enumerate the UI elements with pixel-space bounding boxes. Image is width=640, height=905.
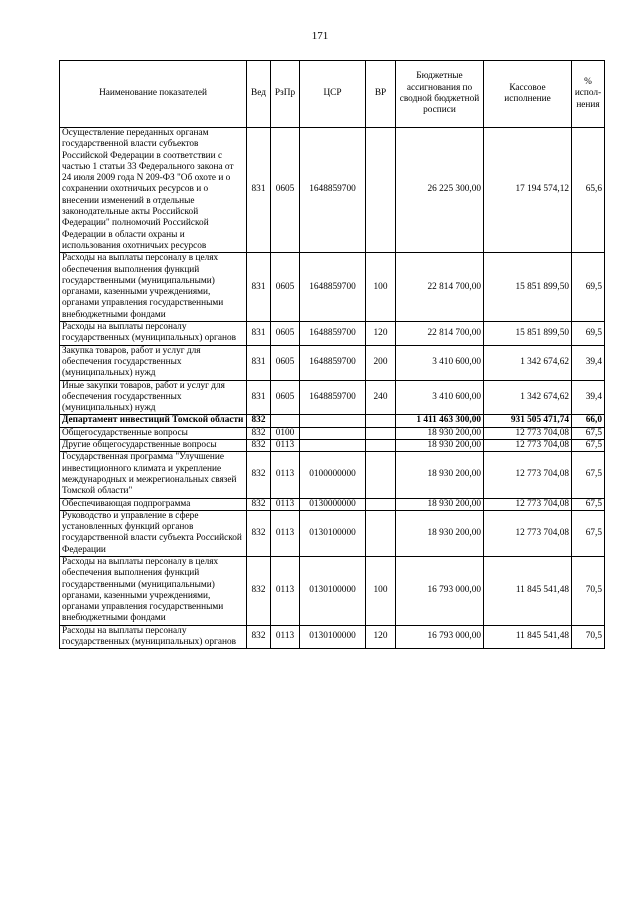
row-percent: 67,5 <box>572 452 605 498</box>
header-budget: Бюджетные ассигнования по сводной бюджетной росписи <box>396 61 484 128</box>
row-ved: 831 <box>247 128 271 253</box>
row-percent: 66,0 <box>572 415 605 427</box>
row-csr: 1648859700 <box>300 380 366 415</box>
row-budget: 26 225 300,00 <box>396 128 484 253</box>
row-budget: 3 410 600,00 <box>396 345 484 380</box>
header-ved: Вед <box>247 61 271 128</box>
header-cash: Кассовое исполнение <box>484 61 572 128</box>
row-vr <box>366 415 396 427</box>
row-name: Иные закупки товаров, работ и услуг для обеспечения государственных (муниципальных) нужд <box>60 380 247 415</box>
row-budget: 22 814 700,00 <box>396 253 484 322</box>
row-percent: 67,5 <box>572 427 605 439</box>
row-rzpr <box>271 415 300 427</box>
row-vr <box>366 427 396 439</box>
row-ved: 831 <box>247 322 271 346</box>
table-row <box>60 625 605 649</box>
row-csr: 1648859700 <box>300 253 366 322</box>
header-percent: % испол-нения <box>572 61 605 128</box>
table-row <box>60 427 605 439</box>
row-rzpr: 0605 <box>271 322 300 346</box>
row-percent: 39,4 <box>572 345 605 380</box>
row-percent: 67,5 <box>572 510 605 556</box>
row-name: Расходы на выплаты персоналу государственных (муниципальных) органов <box>60 322 247 346</box>
row-name: Расходы на выплаты персоналу в целях обеспечения выполнения функций государственными (муниципальными) органами, казенными учреждениями, органами управления государственными внебюджетными фондами <box>60 253 247 322</box>
row-rzpr: 0113 <box>271 556 300 625</box>
row-vr <box>366 128 396 253</box>
row-cash: 12 773 704,08 <box>484 440 572 452</box>
page-number: 171 <box>311 30 329 42</box>
row-vr: 120 <box>366 625 396 649</box>
table-row <box>60 452 605 498</box>
table-row <box>60 510 605 556</box>
row-vr: 240 <box>366 380 396 415</box>
row-csr <box>300 427 366 439</box>
row-name: Расходы на выплаты персоналу в целях обеспечения выполнения функций государственными (муниципальными) органами, казенными учреждениями, органами управления государственными внебюджетными фондами <box>60 556 247 625</box>
row-ved: 832 <box>247 415 271 427</box>
row-cash: 1 342 674,62 <box>484 380 572 415</box>
row-budget: 16 793 000,00 <box>396 556 484 625</box>
row-rzpr: 0113 <box>271 510 300 556</box>
row-percent: 69,5 <box>572 253 605 322</box>
table-header-row <box>60 61 605 128</box>
row-cash: 1 342 674,62 <box>484 345 572 380</box>
row-percent: 70,5 <box>572 556 605 625</box>
row-cash: 15 851 899,50 <box>484 322 572 346</box>
row-budget: 18 930 200,00 <box>396 452 484 498</box>
row-ved: 831 <box>247 345 271 380</box>
table-row <box>60 498 605 510</box>
budget-execution-table <box>59 60 605 649</box>
row-budget: 16 793 000,00 <box>396 625 484 649</box>
row-rzpr: 0605 <box>271 345 300 380</box>
row-cash: 12 773 704,08 <box>484 427 572 439</box>
row-csr: 0130000000 <box>300 498 366 510</box>
row-cash: 17 194 574,12 <box>484 128 572 253</box>
row-vr: 120 <box>366 322 396 346</box>
row-csr: 0100000000 <box>300 452 366 498</box>
row-csr <box>300 415 366 427</box>
row-name: Общегосударственные вопросы <box>60 427 247 439</box>
header-vr: ВР <box>366 61 396 128</box>
row-budget: 3 410 600,00 <box>396 380 484 415</box>
row-budget: 18 930 200,00 <box>396 440 484 452</box>
row-rzpr: 0113 <box>271 625 300 649</box>
row-name: Закупка товаров, работ и услуг для обеспечения государственных (муниципальных) нужд <box>60 345 247 380</box>
header-csr: ЦСР <box>300 61 366 128</box>
table-row <box>60 380 605 415</box>
row-rzpr: 0605 <box>271 380 300 415</box>
row-ved: 832 <box>247 556 271 625</box>
row-budget: 22 814 700,00 <box>396 322 484 346</box>
header-name: Наименование показателей <box>60 61 247 128</box>
table-row <box>60 253 605 322</box>
header-rzpr: РзПр <box>271 61 300 128</box>
row-ved: 832 <box>247 427 271 439</box>
row-rzpr: 0605 <box>271 128 300 253</box>
row-rzpr: 0113 <box>271 452 300 498</box>
row-ved: 832 <box>247 452 271 498</box>
row-rzpr: 0113 <box>271 440 300 452</box>
row-name: Осуществление переданных органам государственной власти субъектов Российской Федерации в соответствии с частью 1 статьи 33 Федерального закона от 24 июля 2009 года N 209-ФЗ "Об охоте и о сохранении охотничьих ресурсов и о внесении изменений в отдельные законодательные акты Российской Федерации" полномочий Российской Федерации в области охраны и использования охотничьих ресурсов <box>60 128 247 253</box>
row-vr <box>366 452 396 498</box>
row-rzpr: 0100 <box>271 427 300 439</box>
table-row <box>60 556 605 625</box>
row-rzpr: 0605 <box>271 253 300 322</box>
row-csr: 1648859700 <box>300 322 366 346</box>
row-percent: 39,4 <box>572 380 605 415</box>
row-ved: 831 <box>247 253 271 322</box>
row-ved: 831 <box>247 380 271 415</box>
row-percent: 65,6 <box>572 128 605 253</box>
row-csr <box>300 440 366 452</box>
row-csr: 0130100000 <box>300 556 366 625</box>
row-vr: 200 <box>366 345 396 380</box>
row-percent: 67,5 <box>572 440 605 452</box>
row-name: Обеспечивающая подпрограмма <box>60 498 247 510</box>
row-percent: 67,5 <box>572 498 605 510</box>
row-csr: 1648859700 <box>300 345 366 380</box>
row-vr <box>366 498 396 510</box>
row-percent: 69,5 <box>572 322 605 346</box>
row-cash: 12 773 704,08 <box>484 452 572 498</box>
row-csr: 0130100000 <box>300 510 366 556</box>
row-ved: 832 <box>247 510 271 556</box>
row-budget: 18 930 200,00 <box>396 498 484 510</box>
row-percent: 70,5 <box>572 625 605 649</box>
row-ved: 832 <box>247 625 271 649</box>
table-row <box>60 322 605 346</box>
row-name: Департамент инвестиций Томской области <box>60 415 247 427</box>
row-cash: 12 773 704,08 <box>484 510 572 556</box>
row-rzpr: 0113 <box>271 498 300 510</box>
row-name: Руководство и управление в сфере установленных функций органов государственной власти субъекта Российской Федерации <box>60 510 247 556</box>
row-cash: 15 851 899,50 <box>484 253 572 322</box>
row-name: Государственная программа "Улучшение инвестиционного климата и укрепление международных и межрегиональных связей Томской области" <box>60 452 247 498</box>
row-vr: 100 <box>366 253 396 322</box>
row-name: Другие общегосударственные вопросы <box>60 440 247 452</box>
row-vr <box>366 510 396 556</box>
row-ved: 832 <box>247 440 271 452</box>
row-name: Расходы на выплаты персоналу государственных (муниципальных) органов <box>60 625 247 649</box>
row-cash: 12 773 704,08 <box>484 498 572 510</box>
row-csr: 0130100000 <box>300 625 366 649</box>
table-row <box>60 128 605 253</box>
table-row <box>60 345 605 380</box>
row-budget: 18 930 200,00 <box>396 427 484 439</box>
row-vr: 100 <box>366 556 396 625</box>
row-csr: 1648859700 <box>300 128 366 253</box>
table-row <box>60 415 605 427</box>
row-ved: 832 <box>247 498 271 510</box>
row-cash: 931 505 471,74 <box>484 415 572 427</box>
row-budget: 1 411 463 300,00 <box>396 415 484 427</box>
row-budget: 18 930 200,00 <box>396 510 484 556</box>
row-vr <box>366 440 396 452</box>
row-cash: 11 845 541,48 <box>484 556 572 625</box>
table-row <box>60 440 605 452</box>
row-cash: 11 845 541,48 <box>484 625 572 649</box>
